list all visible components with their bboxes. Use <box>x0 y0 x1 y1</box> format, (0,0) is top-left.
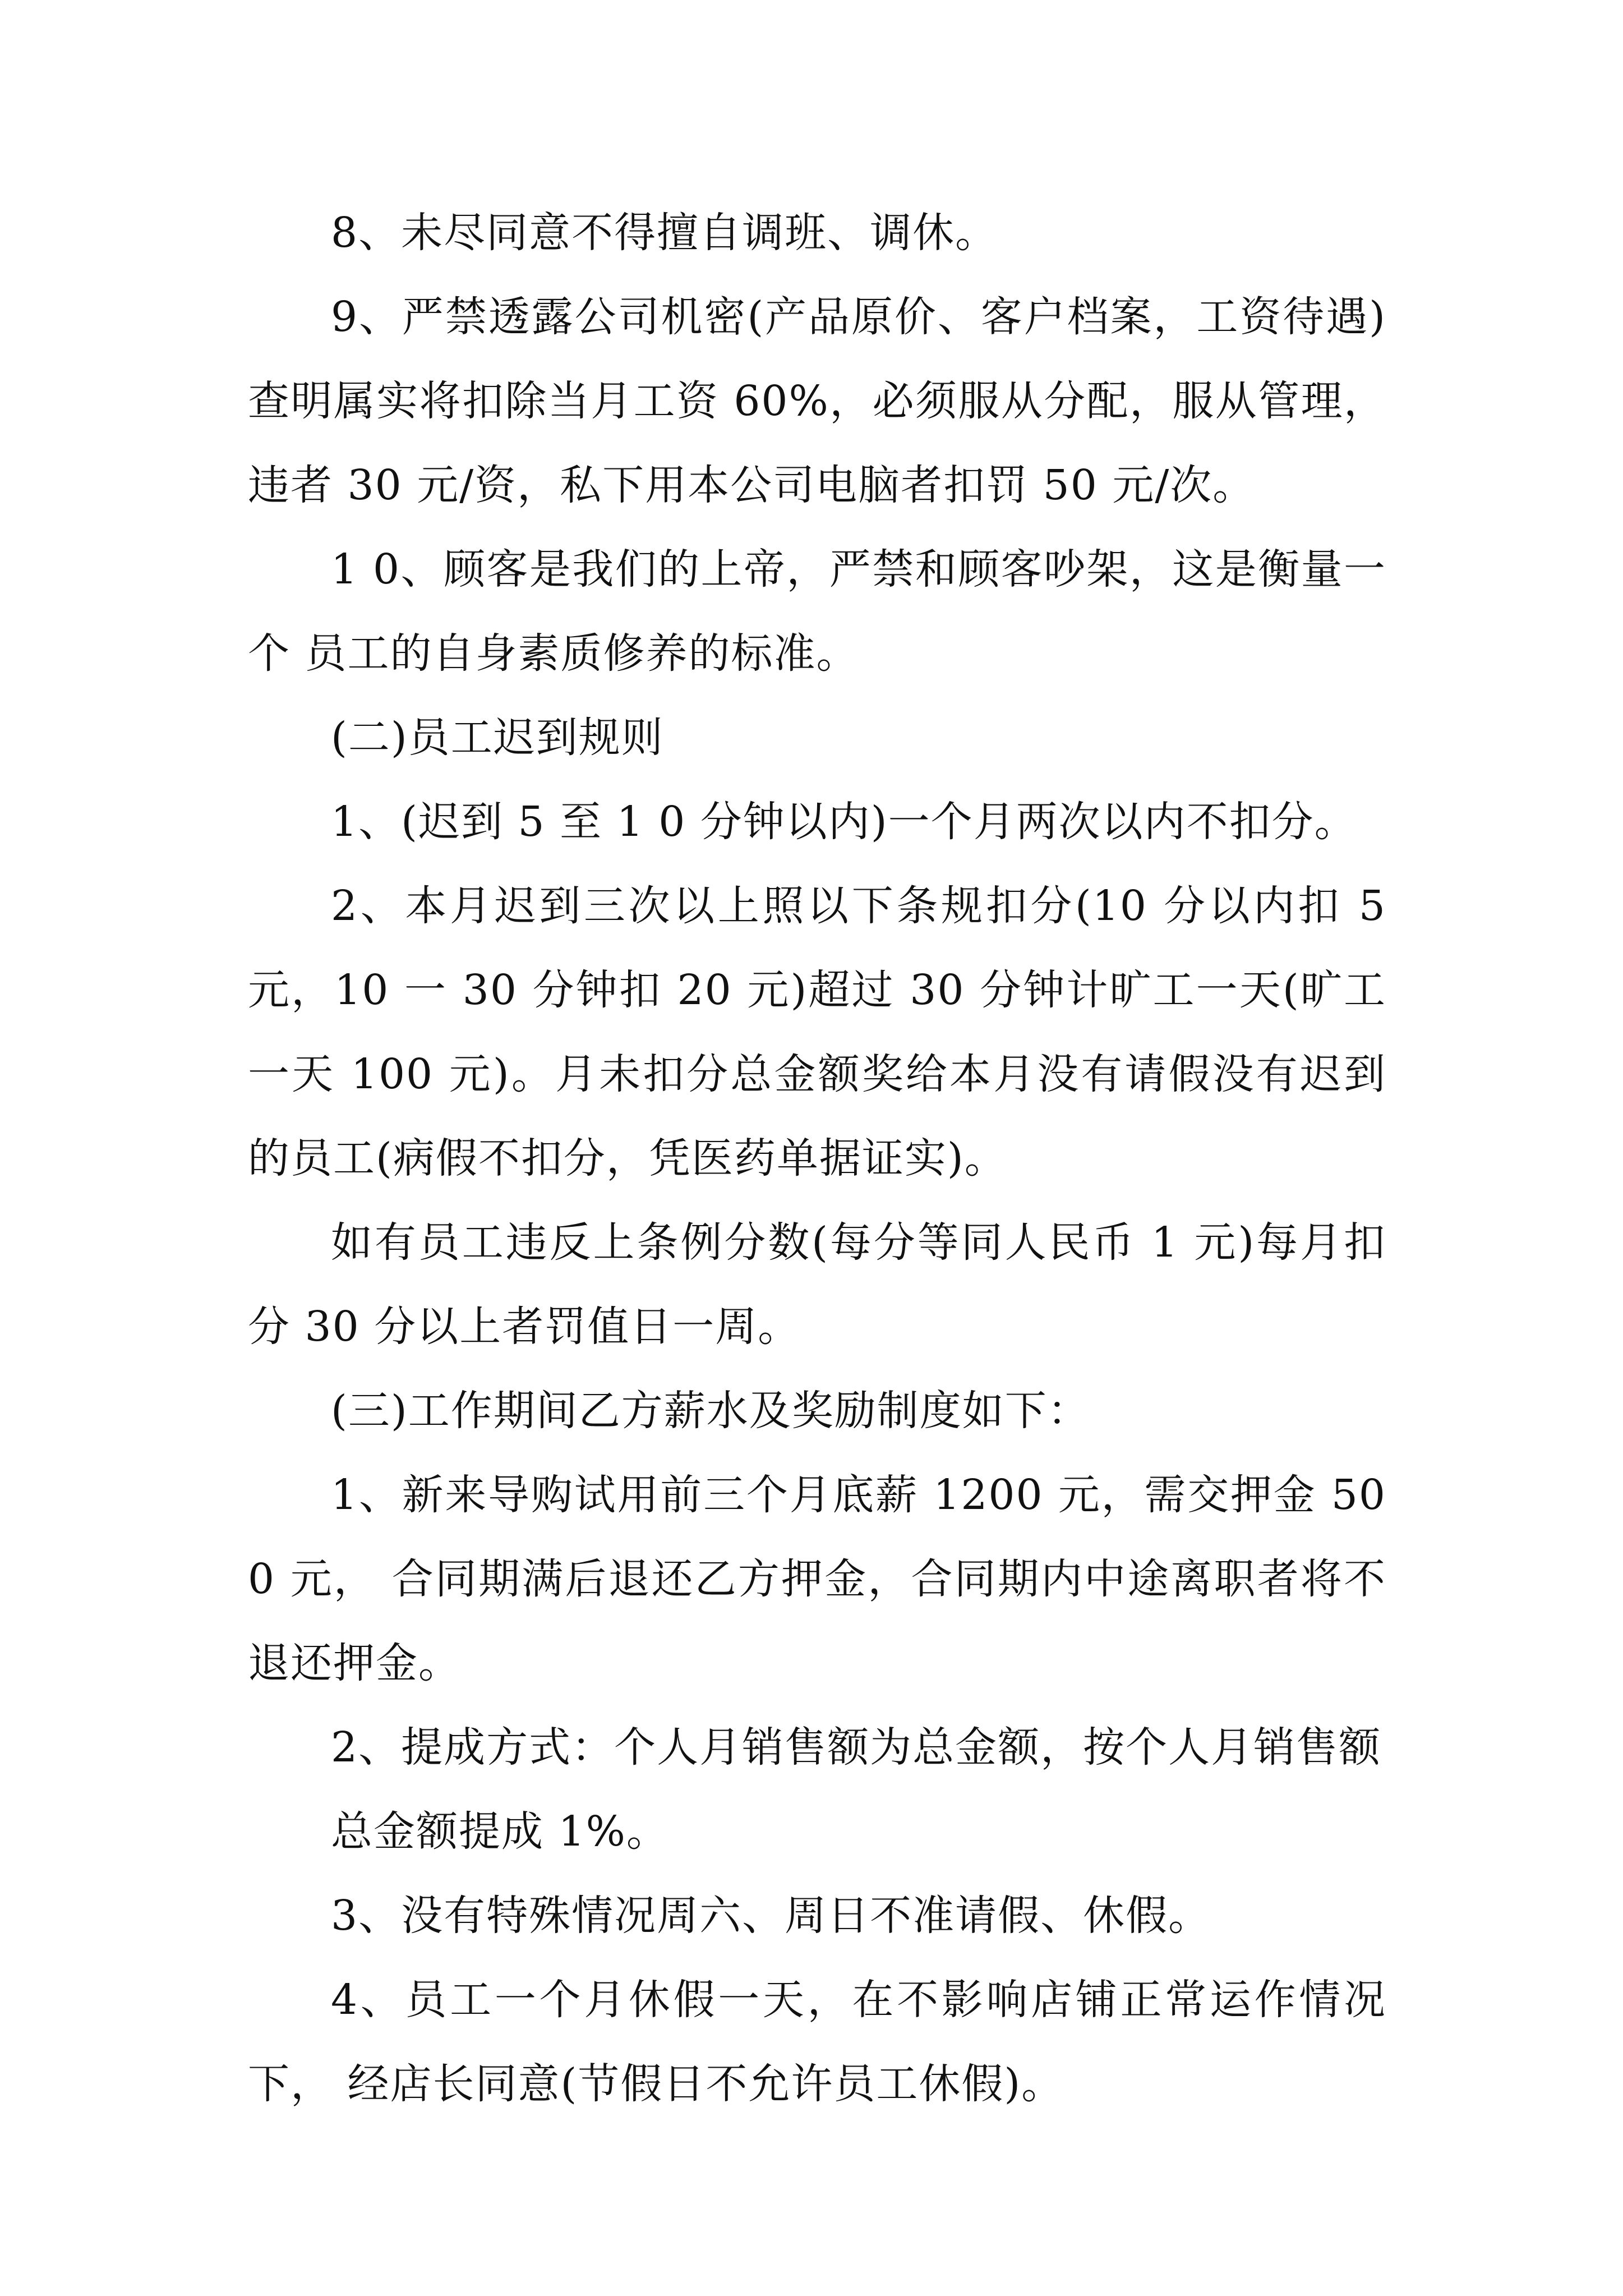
lateness-rule-2: 2、本月迟到三次以上照以下条规扣分(10 分以内扣 5 元，10 一 30 分钟扣 20 元)超过 30 分钟计旷工一天(旷工一天 100 元)。月未扣分总金额奖给本月没有请假没有迟到的员工(病假不扣分，凭医药单据证实)。 <box>248 882 1386 1182</box>
document-body <box>248 191 1386 2126</box>
salary-rule-4: 4、员工一个月休假一天，在不影响店铺正常运作情况下， 经店长同意(节假日不允许员工休假)。 <box>248 1976 1386 2108</box>
section-heading-lateness: (二)员工迟到规则 <box>331 714 664 762</box>
salary-rule-2: 2、提成方式：个人月销售额为总金额，按个人月销售额 <box>331 1723 1382 1772</box>
lateness-penalty-note: 如有员工违反上条例分数(每分等同人民币 1 元)每月扣分 30 分以上者罚值日一周。 <box>248 1218 1386 1351</box>
salary-rule-1: 1、新来导购试用前三个月底薪 1200 元，需交押金 500 元， 合同期满后退还乙方押金，合同期内中途离职者将不退还押金。 <box>248 1471 1386 1687</box>
salary-rule-3: 3、没有特殊情况周六、周日不准请假、休假。 <box>331 1892 1211 1940</box>
rule-item-8: 8、未尽同意不得擅自调班、调休。 <box>331 209 998 257</box>
rule-item-10: 1 0、顾客是我们的上帝，严禁和顾客吵架，这是衡量一个 员工的自身素质修养的标准。 <box>248 545 1386 678</box>
rule-item-9: 9、严禁透露公司机密(产品原价、客户档案，工资待遇)查明属实将扣除当月工资 60%，必须服从分配，服从管理，违者 30 元/资，私下用本公司电脑者扣罚 50 元/次。 <box>248 293 1386 509</box>
lateness-rule-1: 1、(迟到 5 至 1 0 分钟以内)一个月两次以内不扣分。 <box>331 798 1357 846</box>
section-heading-salary: (三)工作期间乙方薪水及奖励制度如下： <box>331 1387 1090 1435</box>
salary-rule-2-continuation: 总金额提成 1%。 <box>331 1807 669 1856</box>
